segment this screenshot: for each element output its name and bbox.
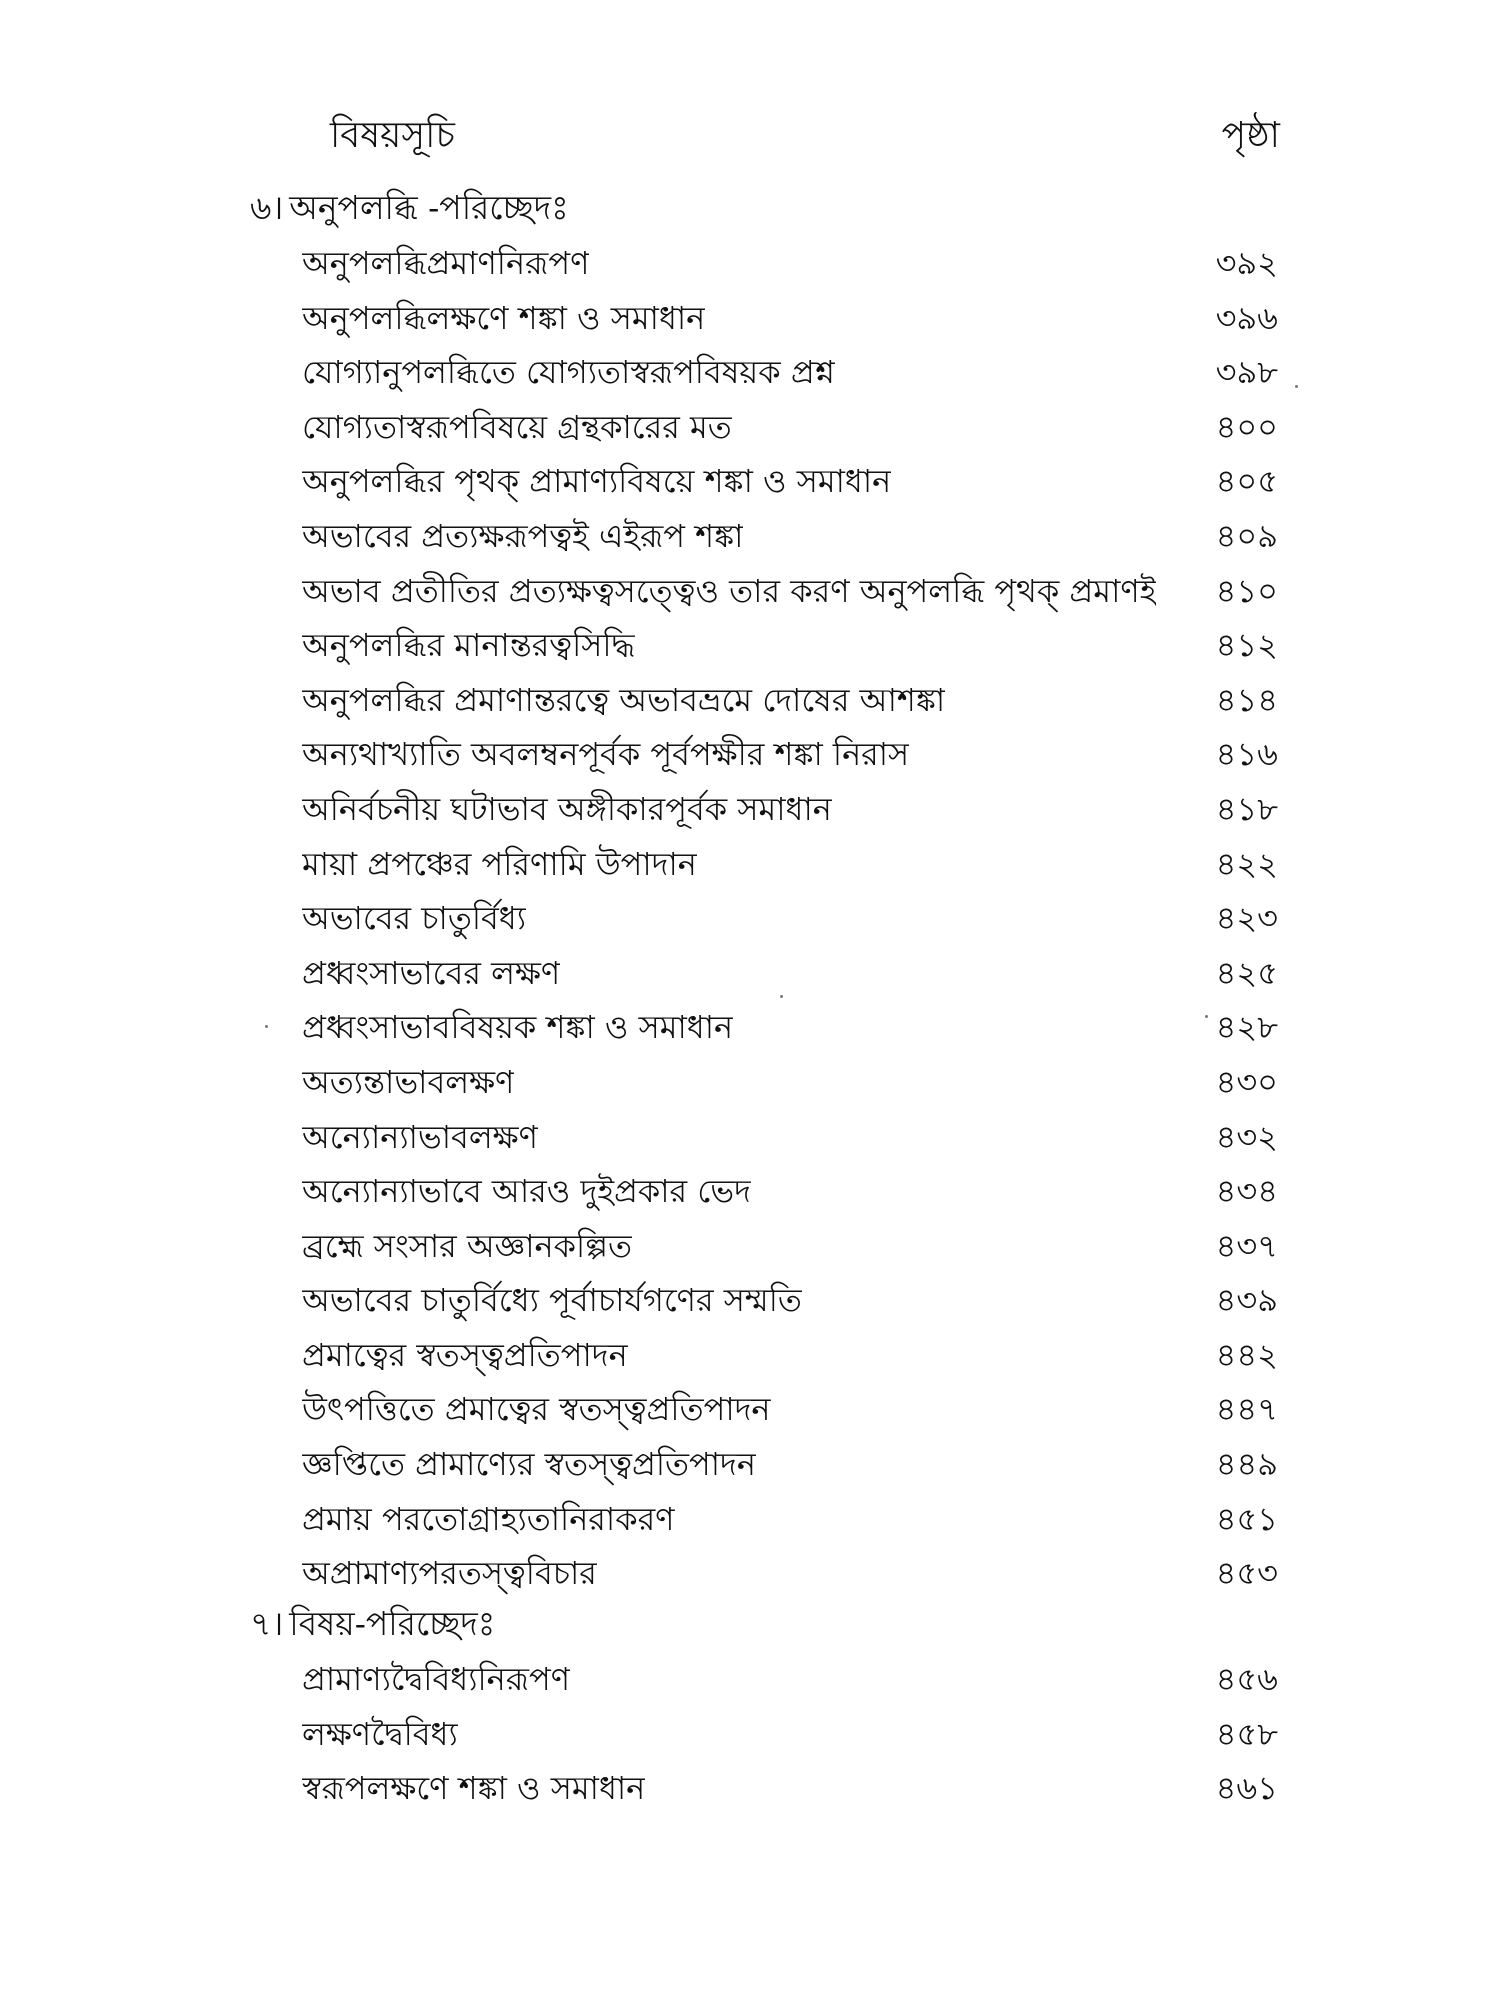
toc-entry	[250, 1709, 1290, 1764]
print-speck	[1295, 385, 1298, 388]
section-title: বিষয়-পরিচ্ছেদঃ	[289, 1604, 496, 1643]
toc-entry	[250, 1221, 1290, 1276]
entry-page-number: ৪০৫	[1215, 462, 1278, 501]
print-speck	[1205, 1015, 1208, 1018]
toc-entry	[250, 893, 1290, 948]
entry-page-number: ৪১৪	[1215, 680, 1278, 719]
entry-title: প্রামাণ্যদ্বৈবিধ্যনিরূপণ	[302, 1660, 571, 1698]
entry-page-number: ৪৫৮	[1215, 1714, 1278, 1753]
entry-title: অনুপলব্ধির মানান্তরত্বসিদ্ধি	[302, 626, 636, 665]
entry-title: অন্যথাখ্যাতি অবলম্বনপূর্বক পূর্বপক্ষীর শঙ্কা নিরাস	[302, 735, 910, 774]
toc-entry	[250, 293, 1290, 348]
entry-list	[250, 238, 1290, 1603]
toc-entry	[250, 1494, 1290, 1549]
entry-page-number: ৪২৩	[1215, 899, 1278, 938]
toc-entry	[250, 784, 1290, 839]
entry-page-number: ৪০০	[1215, 407, 1278, 446]
toc-entry	[250, 1439, 1290, 1494]
entry-page-number: ৪৬১	[1215, 1769, 1278, 1808]
section-heading	[250, 1598, 1290, 1654]
entry-page-number: ৪৫১	[1215, 1499, 1278, 1538]
entry-title: অনুপলব্ধির প্রমাণান্তরত্বে অভাবভ্রমে দোষের আশঙ্কা	[302, 680, 946, 719]
entry-page-number: ৪৫৬	[1215, 1660, 1278, 1698]
toc-entry	[250, 566, 1290, 621]
entry-title: অনির্বচনীয় ঘটাভাব অঙ্গীকারপূর্বক সমাধান	[302, 789, 832, 828]
entry-page-number: ৪১৬	[1215, 735, 1278, 774]
entry-title: অভাবের চাতুর্বিধ্যে পূর্বাচার্যগণের সম্মতি	[302, 1281, 802, 1320]
toc-entry	[250, 839, 1290, 894]
entry-title: যোগ্যতাস্বরূপবিষয়ে গ্রন্থকারের মত	[302, 407, 732, 446]
toc-entry	[250, 1112, 1290, 1167]
entry-title: অন্যোন্যাভাবলক্ষণ	[302, 1117, 538, 1156]
entry-title: প্রমাত্বের স্বতস্ত্বপ্রতিপাদন	[302, 1335, 628, 1374]
entry-title: প্রধ্বংসাভাবের লক্ষণ	[302, 953, 561, 992]
contents-title: বিষয়সূচি	[330, 115, 455, 156]
entry-title: ব্রহ্মে সংসার অজ্ঞানকল্পিত	[302, 1226, 633, 1265]
print-speck	[780, 995, 783, 998]
toc-entry	[250, 238, 1290, 293]
entry-title: অভাব প্রতীতির প্রত্যক্ষত্বসত্ত্বেও তার করণ অনুপলব্ধি পৃথক্ প্রমাণই	[302, 571, 1157, 610]
section-7	[250, 1598, 1290, 1818]
section-number: ৭।	[250, 1604, 284, 1643]
entry-page-number: ৪৫৩	[1215, 1554, 1278, 1593]
toc-entry	[250, 1763, 1290, 1818]
entry-title: যোগ্যানুপলব্ধিতে যোগ্যতাস্বরূপবিষয়ক প্রশ্ন	[302, 353, 835, 392]
entry-title: প্রধ্বংসাভাববিষয়ক শঙ্কা ও সমাধান	[302, 1008, 734, 1047]
section-heading	[250, 182, 1290, 238]
toc-entry	[250, 948, 1290, 1003]
entry-page-number: ৪৩৯	[1215, 1281, 1278, 1320]
toc-entry	[250, 347, 1290, 402]
entry-page-number: ৩৯৬	[1215, 298, 1278, 337]
entry-page-number: ৪৪৯	[1215, 1445, 1278, 1484]
toc-entry	[250, 1275, 1290, 1330]
entry-page-number: ৪৪৭	[1215, 1390, 1278, 1429]
toc-entry	[250, 729, 1290, 784]
entry-page-number: ৪২২	[1215, 844, 1278, 883]
entry-page-number: ৪৩৪	[1215, 1172, 1278, 1211]
entry-title: অনুপলব্ধির পৃথক্ প্রামাণ্যবিষয়ে শঙ্কা ও সমাধান	[302, 462, 892, 501]
toc-entry	[250, 1002, 1290, 1057]
entry-title: অভাবের প্রত্যক্ষরূপত্বই এইরূপ শঙ্কা	[302, 516, 744, 555]
entry-title: স্বরূপলক্ষণে শঙ্কা ও সমাধান	[302, 1769, 646, 1808]
section-title: অনুপলব্ধি -পরিচ্ছেদঃ	[289, 188, 569, 227]
entry-page-number: ৪০৯	[1215, 516, 1278, 555]
print-speck	[265, 1025, 268, 1028]
entry-page-number: ৪১৮	[1215, 789, 1278, 828]
entry-title: অনুপলব্ধিলক্ষণে শঙ্কা ও সমাধান	[302, 298, 706, 337]
entry-page-number: ৪১০	[1215, 571, 1278, 610]
entry-title: মায়া প্রপঞ্চের পরিণামি উপাদান	[302, 844, 697, 883]
toc-entry	[250, 1057, 1290, 1112]
toc-entry	[250, 511, 1290, 566]
entry-page-number: ৩৯২	[1215, 244, 1278, 282]
entry-title: অত্যন্তাভাবলক্ষণ	[302, 1062, 515, 1101]
toc-entry	[250, 1330, 1290, 1385]
contents-header	[330, 108, 1280, 168]
entry-page-number: ৪১২	[1215, 626, 1278, 665]
entry-list	[250, 1654, 1290, 1818]
toc-entry	[250, 1166, 1290, 1221]
entry-title: অন্যোন্যাভাবে আরও দুইপ্রকার ভেদ	[302, 1172, 751, 1211]
entry-page-number: ৩৯৮	[1215, 353, 1278, 392]
entry-title: অপ্রামাণ্যপরতস্ত্ববিচার	[302, 1554, 597, 1593]
toc-entry	[250, 1548, 1290, 1603]
section-6	[250, 182, 1290, 1603]
toc-entry	[250, 402, 1290, 457]
entry-title: জ্ঞপ্তিতে প্রামাণ্যের স্বতস্ত্বপ্রতিপাদন	[302, 1445, 756, 1484]
entry-page-number: ৪৩২	[1215, 1117, 1278, 1156]
entry-title: প্রমায় পরতোগ্রাহ্যতানিরাকরণ	[302, 1499, 675, 1538]
toc-entry	[250, 675, 1290, 730]
toc-entry	[250, 620, 1290, 675]
entry-page-number: ৪২৫	[1215, 953, 1278, 992]
entry-title: লক্ষণদ্বৈবিধ্য	[302, 1714, 458, 1753]
entry-page-number: ৪৪২	[1215, 1335, 1278, 1374]
entry-title: অনুপলব্ধিপ্রমাণনিরূপণ	[302, 244, 590, 282]
entry-title: অভাবের চাতুর্বিধ্য	[302, 899, 527, 938]
entry-page-number: ৪৩০	[1215, 1062, 1278, 1101]
entry-page-number: ৪২৮	[1215, 1008, 1278, 1047]
toc-entry	[250, 1654, 1290, 1709]
entry-title: উৎপত্তিতে প্রমাত্বের স্বতস্ত্বপ্রতিপাদন	[302, 1390, 771, 1429]
section-number: ৬।	[250, 188, 284, 227]
toc-entry	[250, 456, 1290, 511]
toc-entry	[250, 1384, 1290, 1439]
page-column-title: পৃষ্ঠা	[1221, 115, 1280, 156]
entry-page-number: ৪৩৭	[1215, 1226, 1278, 1265]
